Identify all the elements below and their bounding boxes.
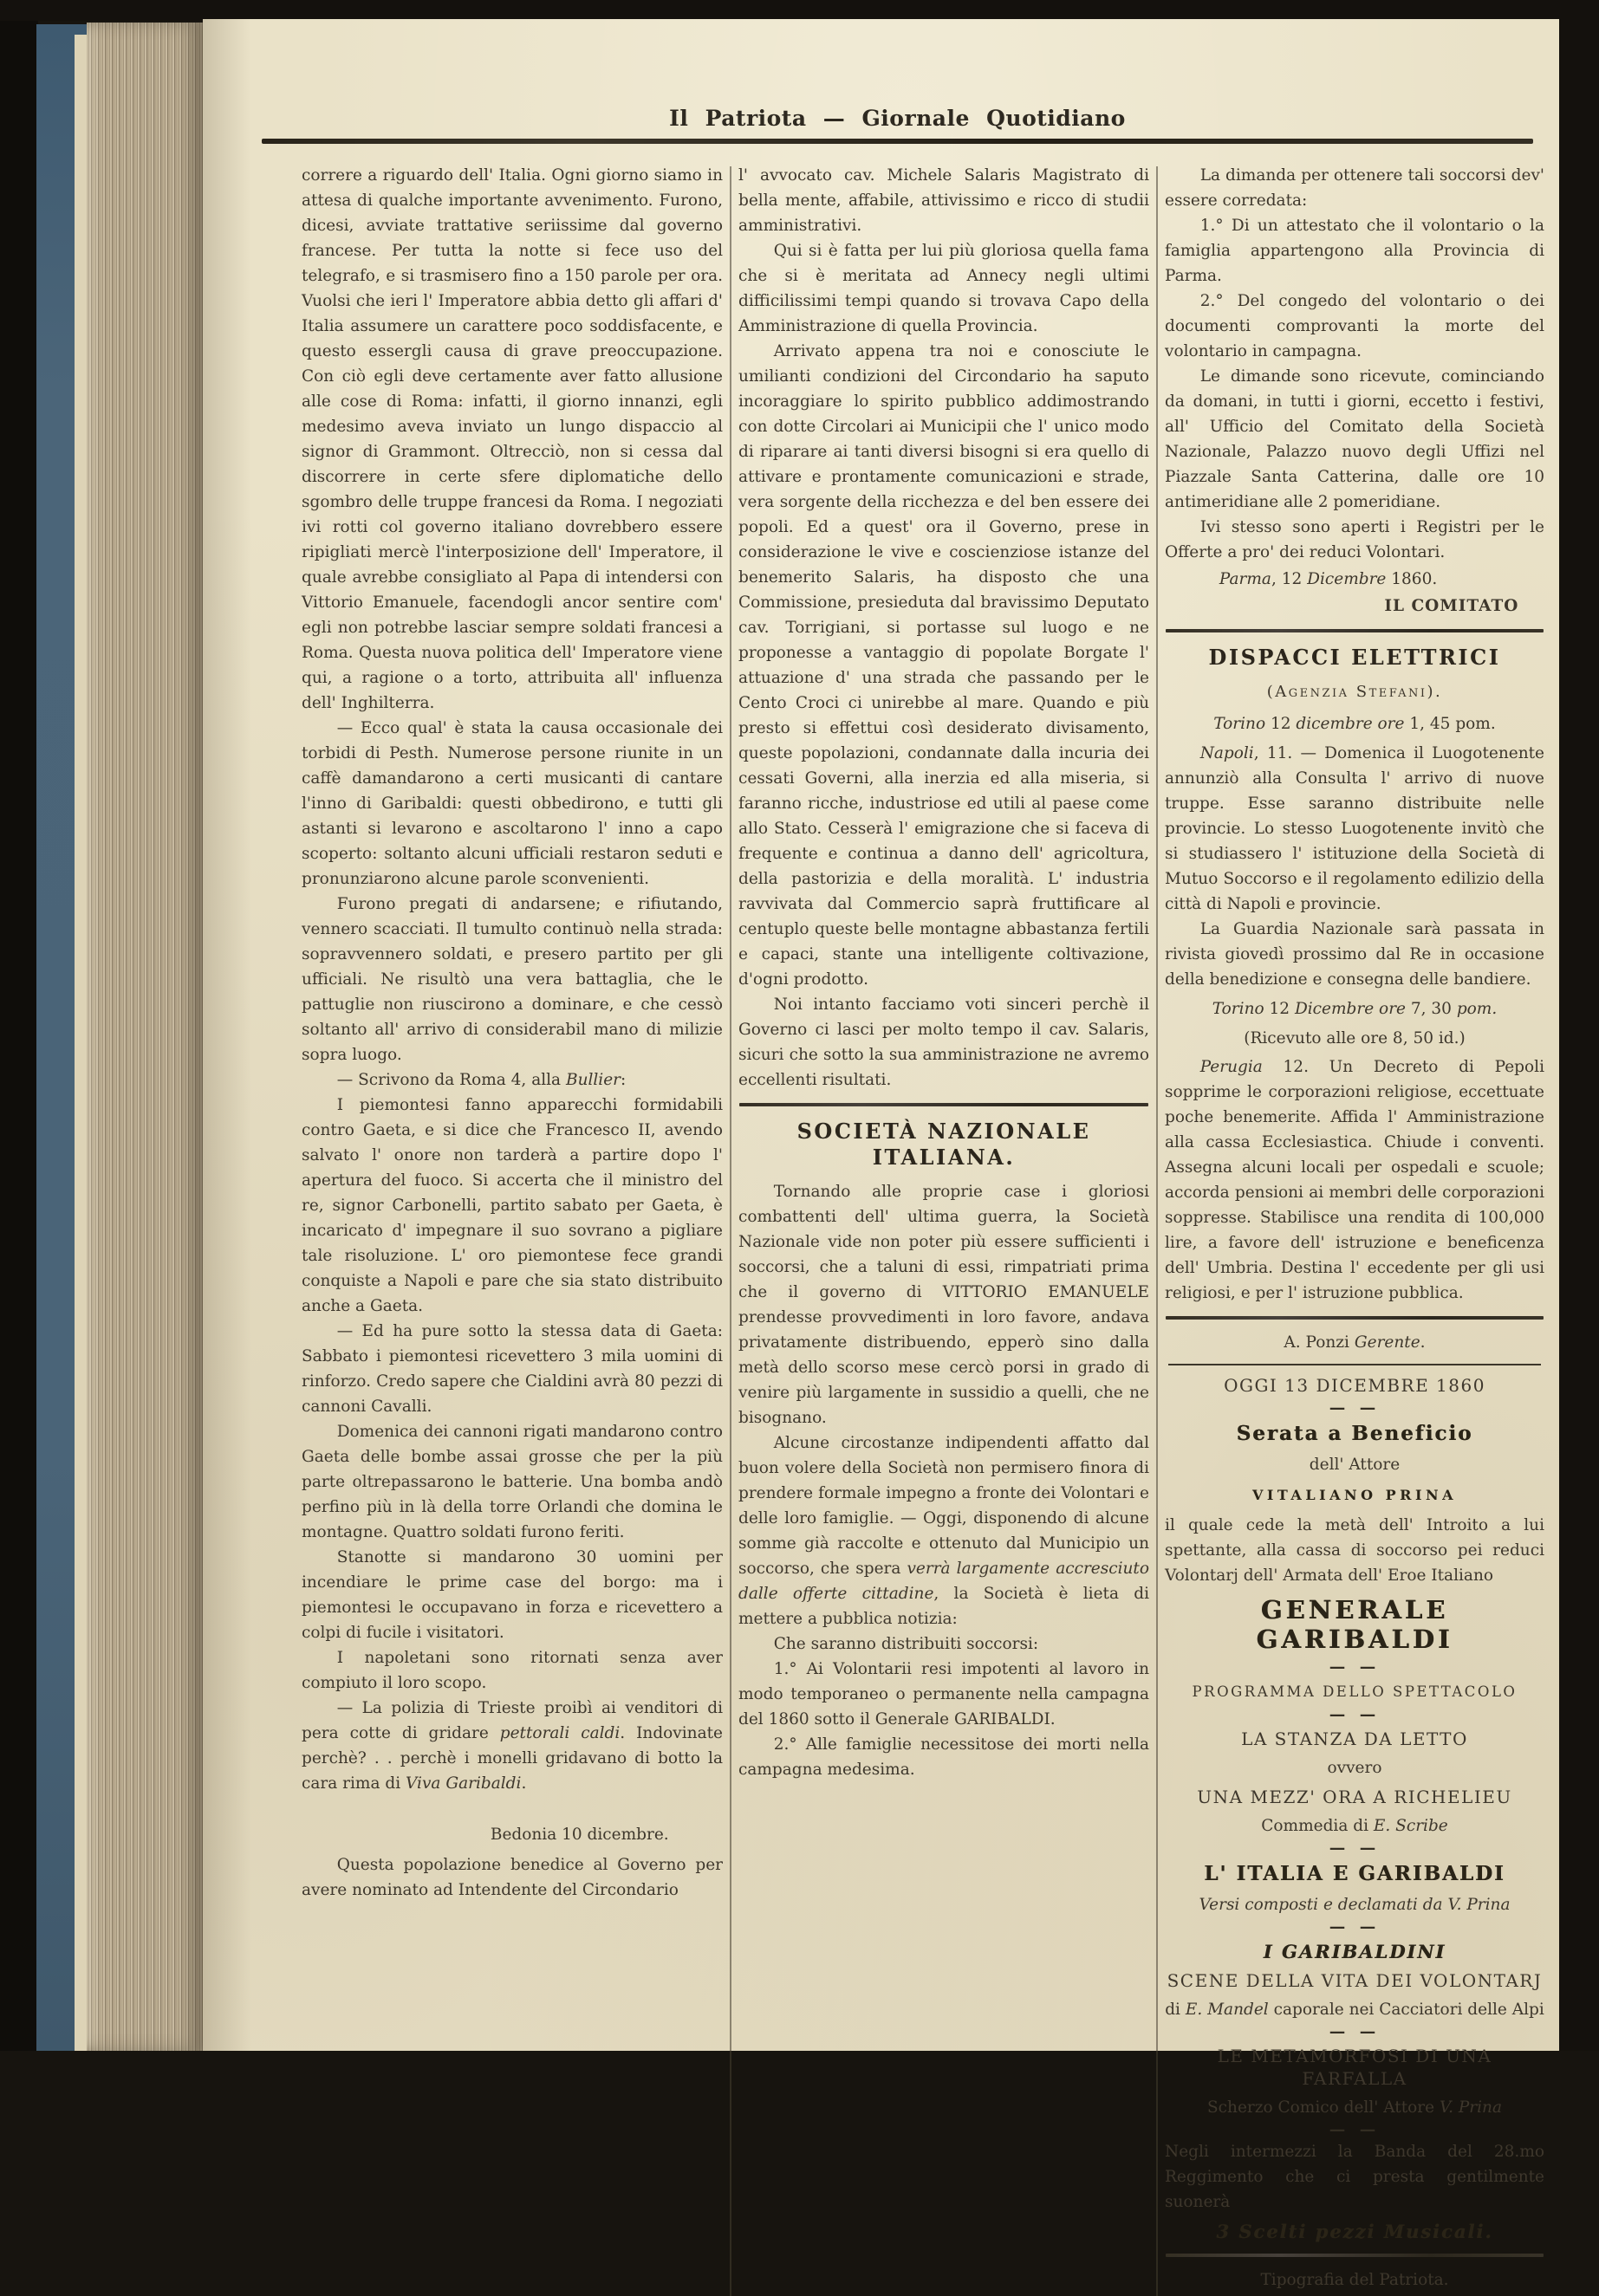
signature-right: IL COMITATO [1384, 597, 1519, 615]
heavy-rule [739, 1103, 1148, 1106]
telegram-dateline: Torino 12 dicembre ore 1, 45 pom. [1213, 715, 1496, 733]
paragraph: 1.° Di un attestato che il volontario o la famiglia appartengono alla Provincia di Parma. [1165, 217, 1544, 285]
dash-separator: — — [1329, 2121, 1381, 2139]
program-label: PROGRAMMA DELLO SPETTACOLO [1192, 1683, 1518, 1700]
fancy-headline: Serata a Beneficio [1236, 1422, 1473, 1445]
paragraph: — Scrivono da Roma 4, alla Bullier: [336, 1071, 627, 1089]
paragraph: La dimanda per ottenere tali soccorsi dev' essere corredata: [1165, 166, 1544, 210]
masthead-title: Il Patriota — Giornale Quotidiano [669, 106, 1126, 131]
dash-separator: — — [1329, 1399, 1381, 1417]
paragraph: Che saranno distribuiti soccorsi: [773, 1635, 1039, 1653]
paragraph: — La polizia di Trieste proibì ai venditori di pera cotte di gridare pettorali caldi. Indovinate perchè? . . perchè i monelli gridavano di botto la cara rima di Viva Garibaldi. [302, 1699, 723, 1793]
program-title: LE METAMORFOSI DI UNA FARFALLA [1217, 2046, 1492, 2089]
paragraph: Tornando alle proprie case i gloriosi combattenti dell' ultima guerra, la Società Nazionale vide non poter più essere sufficienti i soccorsi, che a taluni di essi, rimpatriati prima che il governo di VITTORIO EMANUELE prendesse provvedimenti in loro favore, andava privatamente distribuendo, epperò sino dalla metà dello scorso mese cercò porsi in grado di venire più largamente in sussidio a quelli, che ne bisognano. [738, 1183, 1149, 1427]
paragraph: Arrivato appena tra noi e conosciute le umilianti condizioni del Circondario ha saputo incoraggiare lo spirito pubblico addimostrando con dotte Circolari ai Municipii che l' unico modo di riparare ai tanti diversi bisogni si era quello di attivare e prontamente comunicazioni e strade, vera sorgente della ricchezza e del ben essere dei popoli. Ed a quest' ora il Governo, prese in considerazione le vive e coscienziose istanze del benemerito Salaris, ha disposto che una Commissione, presieduta dal bravissimo Deputato cav. Torrigiani, si portasse sul luogo e ne proponesse a vantaggio di popolate Borgate l' attuazione d' una strada che passando per le Cento Croci ci unirebbe al mare. Quando e più presto si effettui così desiderato divisamento, queste popolazioni, condannate dalla incuria dei cessati Governi, alla inerzia ed alla miseria, si faranno ricche, industriose ed utili al paese come allo Stato. Cesserà l' emigrazione che si faceva di frequente e continua a danno dell' agricoltura, della pastorizia e della moralità. L' industria ravvivata dal Commercio saprà fruttificare al centuplo queste belle montagne abbastanza fertili e capaci, stante una intelligente coltivazione, d'ogni prodotto. [738, 342, 1149, 989]
paragraph: Napoli, 11. — Domenica il Luogotenente annunziò alla Consulta l' arrivo di nuove truppe. Esse saranno distribuite nelle provincie. Lo stesso Luogotenente invitò che si studiassero l' istituzione della Società di Mutuo Soccorso e il regolamento edilizio della città di Napoli e provincie. [1165, 744, 1544, 913]
section-subheading: (Agenzia Stefani). [1266, 683, 1443, 701]
program-title: UNA MEZZ' ORA A RICHELIEU [1197, 1787, 1512, 1807]
program-title: LA STANZA DA LETTO [1241, 1728, 1468, 1749]
paragraph: 2.° Alle famiglie necessitose dei morti nella campagna medesima. [738, 1735, 1149, 1779]
stacked-page-edges [87, 23, 204, 2051]
program-title: SCENE DELLA VITA DEI VOLONTARJ [1167, 1970, 1543, 1991]
centered-text: (Ricevuto alle ore 8, 50 id.) [1244, 1029, 1466, 1047]
dash-separator: — — [1329, 1706, 1381, 1724]
city-dateline: Bedonia 10 dicembre. [490, 1826, 669, 1844]
paragraph: Questa popolazione benedice al Governo per avere nominato ad Intendente del Circondario [302, 1856, 723, 1899]
scan-background-right [1559, 0, 1599, 2051]
program-title: OGGI 13 DICEMBRE 1860 [1224, 1375, 1485, 1396]
paragraph: 2.° Del congedo del volontario o dei documenti comprovanti la morte del volontario in campagna. [1165, 292, 1544, 360]
short-rule [415, 1808, 609, 1810]
paragraph: Alcune circostanze indipendenti affatto dal buon volere della Società non permisero finora di prendere formale impegno a fronte dei Volontari e delle loro famiglie. — Oggi, disponendo di alcune somme già raccolte e ottenuto dal Municipio un soccorso, che spera verrà largamente accresciuto dalle offerte cittadine, la Società è lieta di mettere a pubblica notizia: [738, 1434, 1149, 1628]
place-date-line: Parma, 12 Dicembre 1860. [1219, 570, 1438, 588]
paragraph: Stanotte si mandarono 30 uomini per incendiare le prime case del borgo: ma i piemontesi le occupavano in forza e ricevettero a colpi di fucile i visitatori. [302, 1548, 723, 1642]
centered-text: ovvero [1327, 1759, 1382, 1777]
centered-text: Versi composti e declamati da V. Prina [1199, 1896, 1511, 1914]
fancy-italic-headline: 3 Scelti pezzi Musicali. [1216, 2221, 1493, 2242]
fancy-headline: L' ITALIA E GARIBALDI [1204, 1862, 1505, 1885]
centered-text: A. Ponzi Gerente. [1284, 1333, 1426, 1352]
text-column-3 [1165, 163, 1544, 2296]
paragraph: I piemontesi fanno apparecchi formidabili contro Gaeta, e si dice che Francesco II, avendo salvato l' onore non tarderà a partire dopo l' apertura del fuoco. Si accerta che il ministro del re, signor Carbonelli, partito sabato per Gaeta, è incaricato d' impegnare il suo sovrano a pigliare tale risoluzione. L' oro piemontese fece grandi conquiste a Napoli e pare che sia stato distribuito anche a Gaeta. [302, 1096, 723, 1315]
paragraph: l' avvocato cav. Michele Salaris Magistrato di bella mente, affabile, attivissimo e ricco di studii amministrativi. [738, 166, 1149, 235]
section-heading: SOCIETÀ NAZIONALE ITALIANA. [796, 1119, 1091, 1170]
centered-text: di E. Mandel caporale nei Cacciatori delle Alpi [1165, 2001, 1544, 2019]
dash-separator: — — [1329, 1658, 1381, 1677]
paragraph: 1.° Ai Volontarii resi impotenti al lavoro in modo temporaneo o permanente nella campagna del 1860 sotto il Generale GARIBALDI. [738, 1660, 1149, 1728]
columns-container [302, 163, 1552, 2296]
paragraph: Noi intanto facciamo voti sinceri perchè il Governo ci lasci per molto tempo il cav. Salaris, sicuri che sotto la sua amministrazione ne avremo eccellenti risultati. [738, 996, 1149, 1089]
section-heading: DISPACCI ELETTRICI [1208, 645, 1501, 670]
newspaper-page [203, 19, 1559, 2289]
dash-separator: — — [1329, 2023, 1381, 2041]
column-divider [730, 166, 731, 2296]
centered-text: Tipografia del Patriota. [1260, 2271, 1449, 2289]
centered-text: Commedia di E. Scribe [1261, 1817, 1448, 1835]
heavy-rule [1166, 1316, 1544, 1320]
heavy-rule [1166, 629, 1544, 632]
paragraph: il quale cede la metà dell' Introito a lui spettante, alla cassa di soccorso pei reduci Volontarj dell' Armata dell' Eroe Italiano [1165, 1516, 1544, 1585]
paragraph: Qui si è fatta per lui più gloriosa quella fama che si è meritata ad Annecy negli ultimi difficilissimi tempi quando si trovava Capo della Amministrazione di quella Provincia. [738, 242, 1149, 335]
thin-rule [1168, 1364, 1541, 1365]
paragraph: — Ecco qual' è stata la causa occasionale dei torbidi di Pesth. Numerose persone riunite in un caffè damandarono a certi musicanti di cantare l'inno di Garibaldi: questi obbedirono, e tutti gli astanti si levarono e ascoltarono l' inno a capo scoperto: soltanto alcuni ufficiali restaron seduti e pronunziarono alcune parole sconvenienti. [302, 719, 723, 888]
paragraph: I napoletani sono ritornati senza aver compiuto il loro scopo. [302, 1649, 723, 1692]
fancy-italic-headline: I GARIBALDINI [1263, 1941, 1446, 1962]
centered-text: dell' Attore [1309, 1456, 1401, 1474]
masthead-rule [262, 139, 1533, 144]
paragraph: Furono pregati di andarsene; e rifiutando, vennero scacciati. Il tumulto continuò nella strada: sopravvennero soldati, e presero partito per gli ufficiali. Ne risultò una vera battaglia, che le pattuglie non riuscirono a dominare, e che cessò soltanto all' arrivo di considerabil mano di milizie sopra luogo. [302, 895, 723, 1064]
text-column-1 [302, 163, 723, 2296]
column-divider [1156, 166, 1158, 2296]
paragraph: La Guardia Nazionale sarà passata in rivista giovedì prossimo dal Re in occasione della benedizione e consegna delle bandiere. [1165, 920, 1544, 989]
dash-separator: — — [1329, 1918, 1381, 1936]
paragraph: Negli intermezzi la Banda del 28.mo Reggimento che ci presta gentilmente suonerà [1165, 2143, 1544, 2211]
text-column-2 [738, 163, 1149, 2296]
page-header [262, 106, 1533, 144]
display-headline: GENERALE GARIBALDI [1256, 1595, 1453, 1654]
telegram-dateline: Torino 12 Dicembre ore 7, 30 pom. [1212, 1000, 1498, 1018]
heavy-rule [1166, 2254, 1544, 2257]
centered-text: Scherzo Comico dell' Attore V. Prina [1207, 2098, 1502, 2117]
paragraph: Le dimande sono ricevute, cominciando da domani, in tutti i giorni, eccetto i festivi, all' Ufficio del Comitato della Società Nazionale, Palazzo nuovo degli Uffizi nel Piazzale Santa Catterina, dalle ore 10 antimeridiane alle 2 pomeridiane. [1165, 367, 1544, 511]
paragraph: Domenica dei cannoni rigati mandarono contro Gaeta delle bombe assai grosse che per la più parte oltrepassarono le batterie. Una bomba andò perfino più in là della torre Orlandi che domina le montagne. Quattro soldati furono feriti. [302, 1423, 723, 1541]
scan-background-top [0, 0, 1599, 21]
paragraph: Ivi stesso sono aperti i Registri per le Offerte a pro' dei reduci Volontari. [1165, 518, 1544, 561]
book-spine-edge [0, 0, 38, 2051]
actor-name: VITALIANO PRINA [1252, 1487, 1457, 1503]
paragraph: Perugia 12. Un Decreto di Pepoli sopprime le corporazioni religiose, eccettuate poche benemerite. Affida l' Amministrazione alla cassa Ecclesiastica. Chiude i conventi. Assegna alcuni locali per ospedali e scuole; accorda pensioni ai membri delle corporazioni soppresse. Stabilisce una rendita di 100,000 lire, a favore dell' istruzione e beneficenza dell' Umbria. Destina l' eccedente per gli usi religiosi, e per l' istruzione pubblica. [1165, 1058, 1544, 1302]
paragraph: — Ed ha pure sotto la stessa data di Gaeta: Sabbato i piemontesi ricevettero 3 mila uomini di rinforzo. Credo sapere che Cialdini avrà 80 pezzi di cannoni Cavalli. [302, 1322, 723, 1416]
paragraph: correre a riguardo dell' Italia. Ogni giorno siamo in attesa di qualche importante avvenimento. Furono, dicesi, avviate trattative seriissime dal governo francese. Per tutta la notte si fece uso del telegrafo, e si trasmisero fino a 150 parole per ora. Vuolsi che ieri l' Imperatore abbia detto gli affari d' Italia assumere un carattere poco soddisfacente, e questo essergli causa di grave preoccupazione. Con ciò egli deve certamente aver fatto allusione alle cose di Roma: infatti, il giorno innanzi, egli medesimo aveva inviato un lungo dispaccio al signor di Grammont. Oltrecciò, non si cessa dal discorrere in certe sfere diplomatiche dello sgombro delle truppe francesi da Roma. I negoziati ivi rotti col governo italiano dovrebbero essere ripigliati mercè l'interposizione dell' Imperatore, il quale avrebbe consigliato al Papa di intendersi con Vittorio Emanuele, facendogli ancor sentire com' egli non potrebbe lasciar sempre soldati francesi a Roma. Questa nuova politica dell' Imperatore viene qui, a ragione o a torto, attribuita all' influenza dell' Inghilterra. [302, 166, 723, 712]
dash-separator: — — [1329, 1839, 1381, 1858]
